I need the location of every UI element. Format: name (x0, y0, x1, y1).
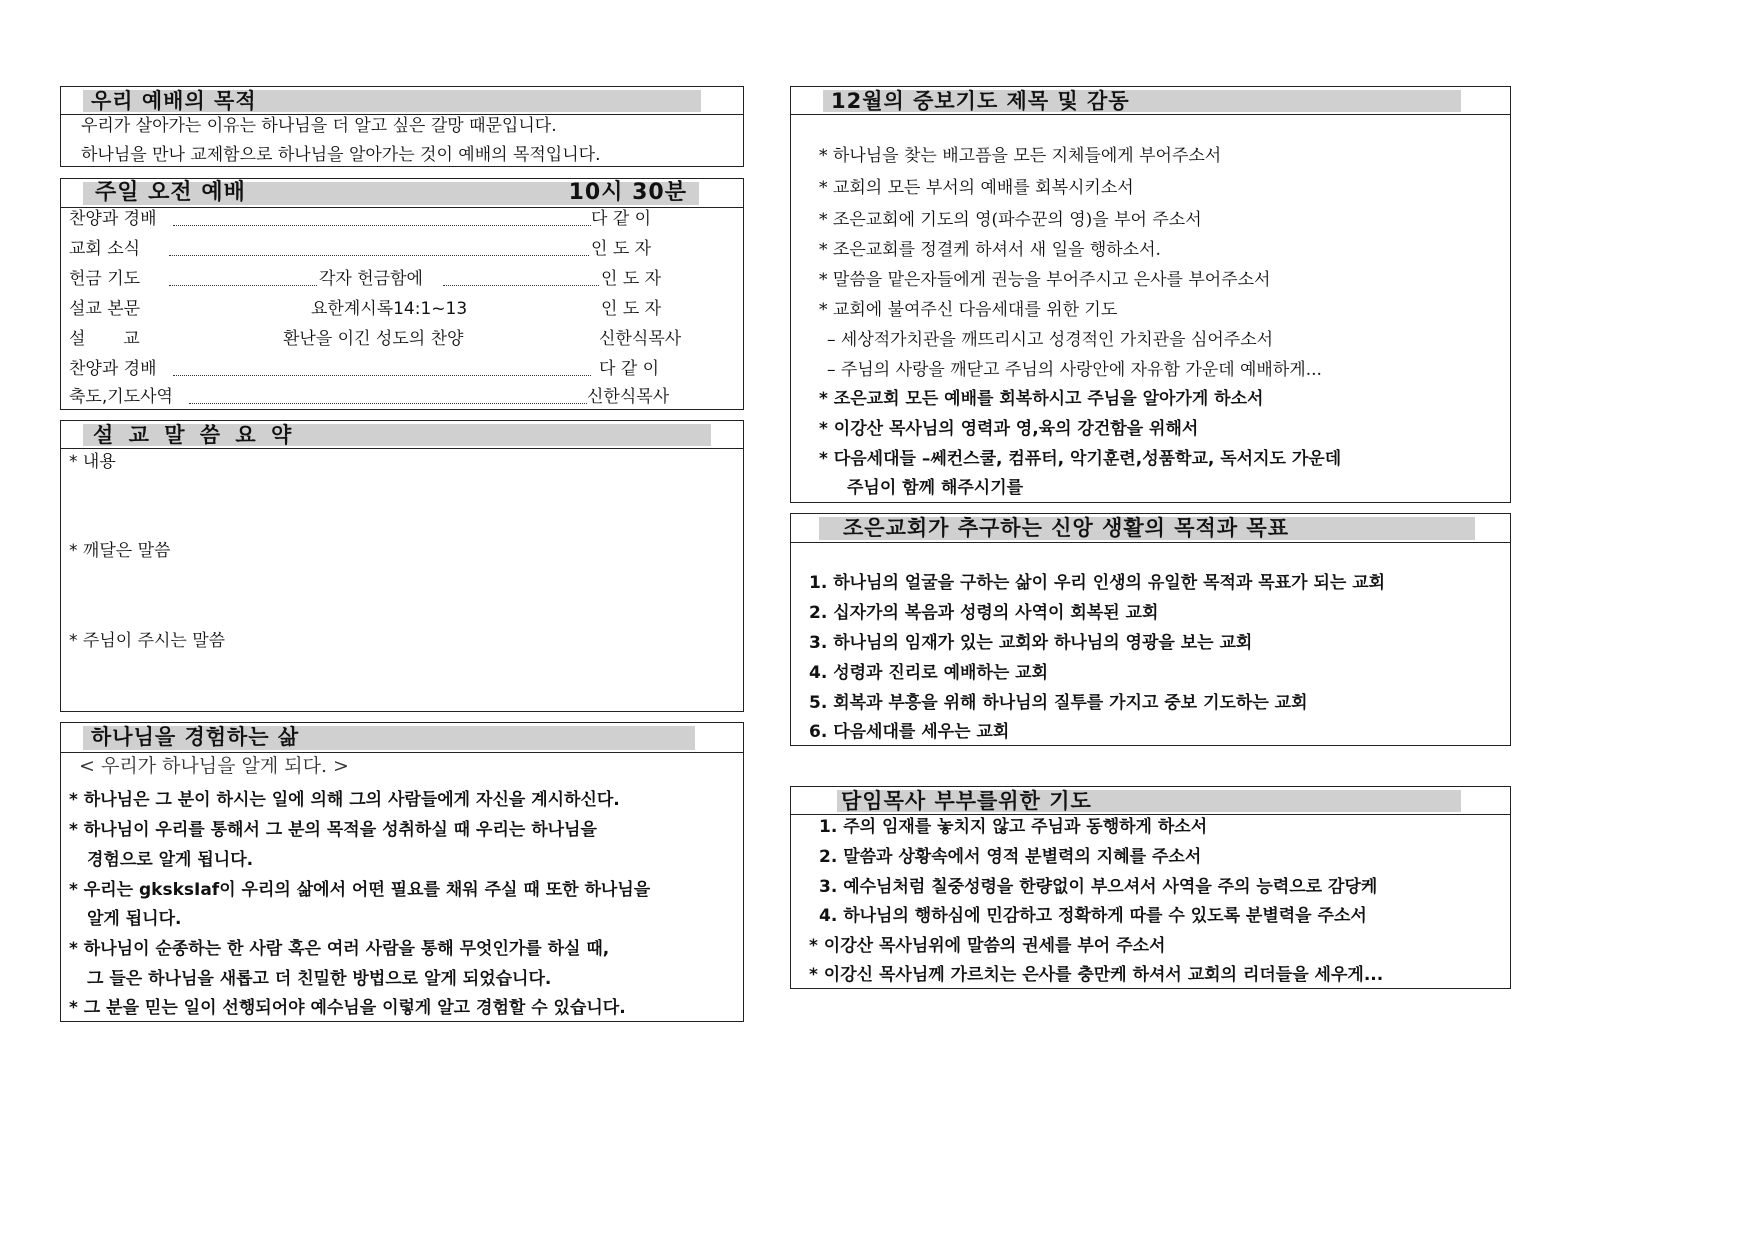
order-leader-2: 인 도 자 (591, 239, 652, 259)
experience-line-8: * 그 분을 믿는 일이 선행되어야 예수님을 이렇게 알고 경험할 수 있습니다. (69, 998, 626, 1018)
prayer-line-6: * 교회에 불여주신 다음세대를 위한 기도 (819, 300, 1118, 320)
sunday-service-box (60, 178, 744, 410)
order-middle-5: 환난을 이긴 성도의 찬양 (283, 329, 464, 349)
experience-line-3: 경험으로 알게 됩니다. (87, 850, 254, 870)
prayer-line-4: * 조은교회를 정결케 하셔서 새 일을 행하소서. (819, 240, 1161, 260)
prayer-line-3: * 조은교회에 기도의 영(파수꾼의 영)을 부어 주소서 (819, 210, 1202, 230)
leader-dots (443, 285, 599, 286)
order-leader-7: 신한식목사 (587, 387, 670, 407)
prayer-line-9: * 조은교회 모든 예배를 회복하시고 주님을 알아가게 하소서 (819, 389, 1264, 409)
experience-line-4: * 우리는 gksksIaf이 우리의 삶에서 어떤 필요를 채워 주실 때 또한 하나님을 (69, 880, 651, 900)
goal-line-4: 4. 성령과 진리로 예배하는 교회 (809, 663, 1049, 683)
order-label-2: 교회 소식 (69, 239, 141, 259)
leader-dots (169, 255, 589, 256)
service-title (83, 182, 699, 205)
experience-line-6: * 하나님이 순종하는 한 사람 혹은 여러 사람을 통해 무엇인가를 하실 때, (69, 939, 610, 959)
pastor-line-6: * 이강신 목사님께 가르치는 은사를 충만케 하셔서 교회의 리더들을 세우게... (809, 965, 1384, 985)
order-label-3: 헌금 기도 (69, 269, 141, 289)
service-title-text: 주일 오전 예배 (95, 180, 246, 205)
order-middle-4: 요한계시록14:1~13 (311, 299, 468, 319)
intercession-title: 12월의 중보기도 제목 및 감동 (823, 90, 1461, 112)
pastor-line-1: 1. 주의 임재를 놓치지 않고 주님과 동행하게 하소서 (819, 817, 1208, 837)
pastor-line-4: 4. 하나님의 행하심에 민감하고 정확하게 따를 수 있도록 분별력을 주소서 (819, 906, 1367, 926)
experience-subtitle: < 우리가 하나님을 알게 되다. > (79, 755, 349, 777)
service-time: 10시 30분 (568, 180, 687, 205)
goal-line-2: 2. 십자가의 복음과 성령의 사역이 회복된 교회 (809, 603, 1159, 623)
prayer-line-7: – 세상적가치관을 깨뜨리시고 성경적인 가치관을 심어주소서 (827, 330, 1274, 350)
prayer-line-1: * 하나님을 찾는 배고픔을 모든 지체들에게 부어주소서 (819, 146, 1222, 166)
section-header (61, 723, 743, 753)
experience-line-2: * 하나님이 우리를 통해서 그 분의 목적을 성취하실 때 우리는 하나님을 (69, 820, 597, 840)
order-leader-3: 인 도 자 (601, 269, 662, 289)
leader-dots (173, 225, 591, 226)
pastor-prayer-box (790, 786, 1511, 989)
intercession-box (790, 86, 1511, 503)
experience-line-1: * 하나님은 그 분이 하시는 일에 의해 그의 사람들에게 자신을 계시하신다. (69, 790, 620, 810)
section-header (61, 421, 743, 449)
sermon-content-label: * 내용 (69, 452, 116, 472)
order-leader-6: 다 같 이 (599, 359, 660, 379)
pastor-line-3: 3. 예수님처럼 칠중성령을 한량없이 부으셔서 사역을 주의 능력으로 감당케 (819, 877, 1378, 897)
worship-purpose-title: 우리 예배의 목적 (83, 90, 701, 112)
order-label-4: 설교 본문 (69, 299, 141, 319)
goal-line-3: 3. 하나님의 임재가 있는 교회와 하나님의 영광을 보는 교회 (809, 633, 1253, 653)
sermon-realized-label: * 깨달은 말씀 (69, 541, 171, 561)
section-header (791, 87, 1510, 115)
prayer-line-11: * 다음세대들 –쎄컨스쿨, 컴퓨터, 악기훈련,성품학교, 독서지도 가운데 (819, 449, 1342, 469)
order-leader-4: 인 도 자 (601, 299, 662, 319)
order-label-7: 축도,기도사역 (69, 387, 173, 407)
sermon-summary-box (60, 420, 744, 712)
prayer-line-12: 주님이 함께 해주시기를 (847, 478, 1024, 498)
prayer-line-5: * 말씀을 맡은자들에게 권능을 부어주시고 은사를 부어주소서 (819, 270, 1271, 290)
goal-line-6: 6. 다음세대를 세우는 교회 (809, 722, 1010, 742)
experience-title: 하나님을 경험하는 삶 (83, 726, 695, 750)
section-header (791, 787, 1510, 815)
pastor-prayer-title: 담임목사 부부를위한 기도 (837, 790, 1461, 812)
section-header (61, 179, 743, 208)
section-header (61, 87, 743, 115)
leader-dots (169, 285, 317, 286)
sermon-given-label: * 주님이 주시는 말씀 (69, 631, 226, 651)
leader-dots (173, 375, 591, 376)
order-leader-5: 신한식목사 (599, 329, 682, 349)
order-label-5: 설 교 (69, 329, 140, 349)
experience-line-5: 알게 됩니다. (87, 909, 182, 929)
order-leader-1: 다 같 이 (591, 209, 652, 229)
purpose-line-1: 우리가 살아가는 이유는 하나님을 더 알고 싶은 갈망 때문입니다. (81, 116, 557, 136)
goals-title: 조은교회가 추구하는 신앙 생활의 목적과 목표 (819, 517, 1475, 540)
goal-line-5: 5. 회복과 부흥을 위해 하나님의 질투를 가지고 중보 기도하는 교회 (809, 693, 1308, 713)
worship-purpose-box (60, 86, 744, 167)
experience-box (60, 722, 744, 1022)
experience-line-7: 그 들은 하나님을 새롭고 더 친밀한 방법으로 알게 되었습니다. (87, 969, 552, 989)
order-middle-3: 각자 헌금함에 (319, 269, 423, 289)
prayer-line-2: * 교회의 모든 부서의 예배를 회복시키소서 (819, 178, 1134, 198)
church-goals-box (790, 513, 1511, 746)
pastor-line-5: * 이강산 목사님위에 말씀의 권세를 부어 주소서 (809, 936, 1166, 956)
goal-line-1: 1. 하나님의 얼굴을 구하는 삶이 우리 인생의 유일한 목적과 목표가 되는 교회 (809, 573, 1386, 593)
purpose-line-2: 하나님을 만나 교제함으로 하나님을 알아가는 것이 예배의 목적입니다. (81, 145, 601, 165)
order-label-6: 찬양과 경배 (69, 359, 157, 379)
section-header (791, 514, 1510, 543)
prayer-line-10: * 이강산 목사님의 영력과 영,육의 강건함을 위해서 (819, 419, 1199, 439)
sermon-title: 설 교 말 씀 요 약 (83, 424, 711, 446)
leader-dots (189, 403, 587, 404)
prayer-line-8: – 주님의 사랑을 깨닫고 주님의 사랑안에 자유함 가운데 예배하게... (827, 360, 1322, 380)
pastor-line-2: 2. 말씀과 상황속에서 영적 분별력의 지혜를 주소서 (819, 847, 1202, 867)
order-label-1: 찬양과 경배 (69, 209, 157, 229)
